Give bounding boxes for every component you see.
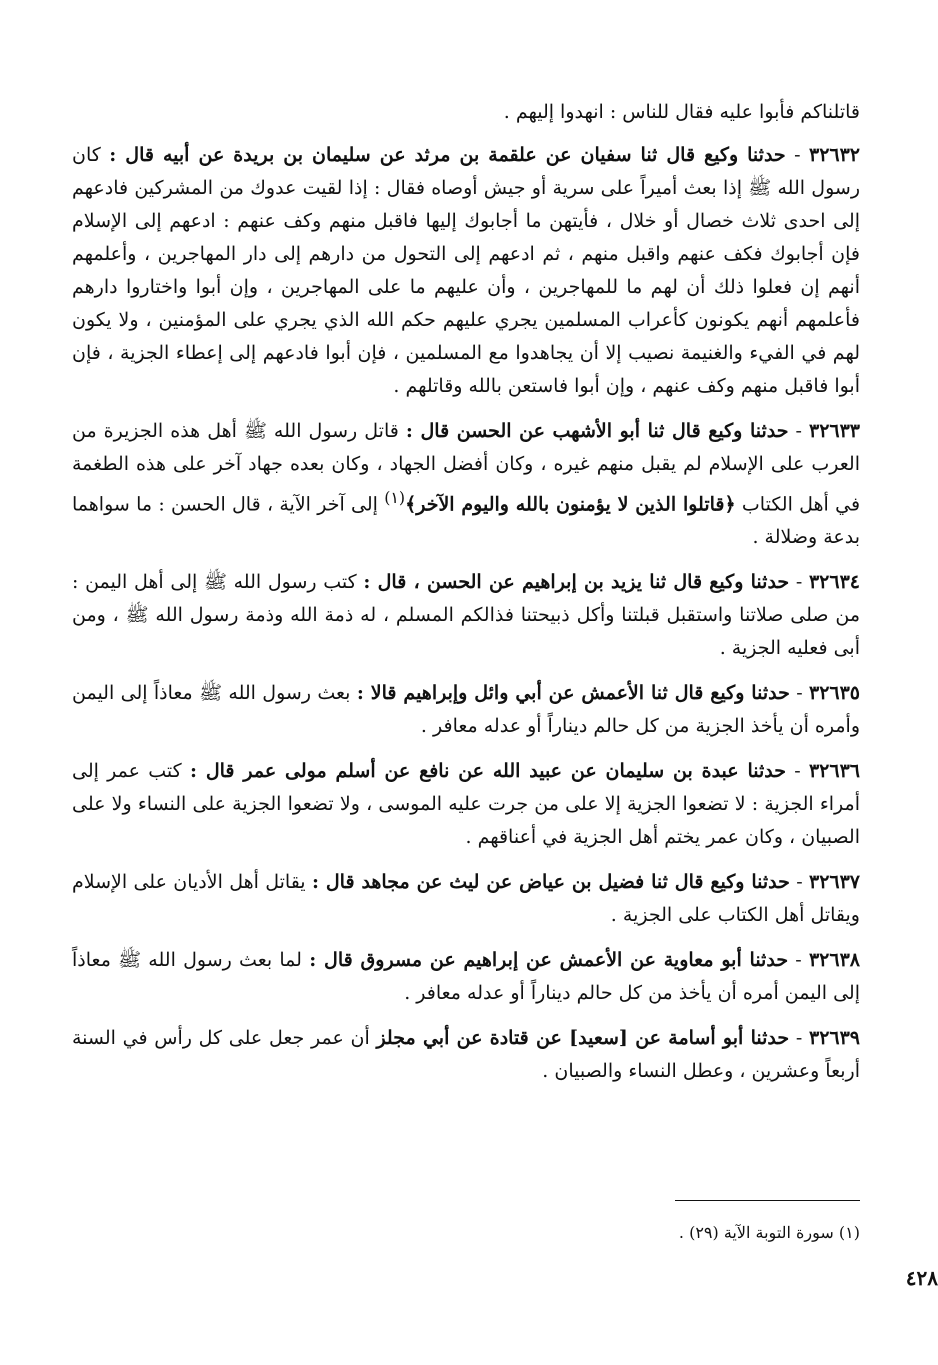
footnote: (١) سورة التوبة الآية (٢٩) . — [678, 1223, 860, 1242]
hadith-text: كان رسول الله ﷺ إذا بعث أميراً على سرية أو جيش أوصاه فقال : إذا لقيت عدوك من المشركين فادعهم إلى احدى ثلاث خصال أو خلال ، فأيتهن ما أجابوك إليها فاقبل منهم وكف عنهم : ادعهم إلى الإسلام فإن أجابوك فكف عنهم واقبل منهم ، ثم ادعهم إلى التحول من دارهم إلى دار المهاجرين ، وأعلمهم أنهم إن فعلوا ذلك أن لهم ما للمهاجرين ، وأن عليهم ما على المهاجرين ، وإن أبوا واختاروا دارهم فأعلمهم أنهم يكونون كأعراب المسلمين يجري عليهم حكم الله الذي يجري على المؤمنين ، ولا يكون لهم في الفيء والغنيمة نصيب إلا أن يجاهدوا مع المسلمين ، فإن أبوا فادعهم إلى إعطاء الجزية ، فإن أبوا فاقبل منهم وكف عنهم ، وإن أبوا فاستعن بالله وقاتلهم . — [72, 144, 860, 397]
footnote-divider — [675, 1200, 860, 1201]
hadith-text: قاتل رسول الله ﷺ أهل هذه الجزيرة من العرب على الإسلام لم يقبل منهم غيره ، وكان أفضل الجهاد ، وكان بعده جهاد آخر على هذه الطغمة في أهل الكتاب — [72, 420, 861, 516]
hadith-text: كتب عمر إلى أمراء الجزية : لا تضعوا الجزية إلا على من جرت عليه الموسى ، ولا تضعوا الجزية على النساء ولا على الصبيان ، وكان عمر يختم أهل الجزية في أعناقهم . — [72, 760, 860, 849]
hadith-text: بعث رسول الله ﷺ معاذاً إلى اليمن وأمره أن يأخذ الجزية من كل حالم ديناراً أو عدله معافر . — [72, 682, 860, 738]
hadith-chain: حدثنا وكيع قال ثنا فضيل بن عياض عن ليث عن مجاهد قال : — [311, 871, 790, 894]
hadith-entry: ٣٢٦٣٨ - حدثنا أبو معاوية عن الأعمش عن إبراهيم عن مسروق قال : لما بعث رسول الله ﷺ معاذاً إلى اليمن أمره أن يأخذ من كل حالم ديناراً أو عدله معافر . — [72, 949, 860, 1005]
hadith-entry: ٣٢٦٣٥ - حدثنا وكيع قال ثنا الأعمش عن أبي وائل وإبراهيم قالا : بعث رسول الله ﷺ معاذاً إلى اليمن وأمره أن يأخذ الجزية من كل حالم ديناراً أو عدله معافر . — [72, 682, 861, 738]
hadith-number: ٣٢٦٣٨ — [808, 949, 860, 972]
hadith-text: لما بعث رسول الله ﷺ معاذاً إلى اليمن أمره أن يأخذ من كل حالم ديناراً أو عدله معافر . — [72, 949, 860, 1005]
continued-text: قاتلناكم فأبوا عليه فقال للناس : انهدوا إليهم . — [503, 101, 860, 123]
hadith-entry: ٣٢٦٣٣ - حدثنا وكيع قال ثنا أبو الأشهب عن الحسن قال : قاتل رسول الله ﷺ أهل هذه الجزيرة من العرب على الإسلام لم يقبل منهم غيره ، وكان أفضل الجهاد ، وكان بعده جهاد آخر على هذه الطغمة في أهل الكتاب ﴿قاتلوا الذين لا يؤمنون بالله واليوم الآخر﴾$^{(١)}$ إلى آخر الآية ، قال الحسن : ما سواهما بدعة وضلالة . — [72, 420, 861, 549]
hadith-entry: ٣٢٦٣٢ - حدثنا وكيع قال ثنا سفيان عن علقمة بن مرثد عن سليمان بن بريدة عن أبيه قال : كان رسول الله ﷺ إذا بعث أميراً على سرية أو جيش أوصاه فقال : إذا لقيت عدوك من المشركين فادعهم إلى احدى ثلاث خصال أو خلال ، فأيتهن ما أجابوك إليها فاقبل منهم وكف عنهم : ادعهم إلى الإسلام فإن أجابوك فكف عنهم واقبل منهم ، ثم ادعهم إلى التحول من دارهم إلى دار المهاجرين ، وأعلمهم أنهم إن فعلوا ذلك أن لهم ما للمهاجرين ، وأن عليهم ما على المهاجرين ، وإن أبوا واختاروا دارهم فأعلمهم أنهم يكونون كأعراب المسلمين يجري عليهم حكم الله الذي يجري على المؤمنين ، ولا يكون لهم في الفيء والغنيمة نصيب إلا أن يجاهدوا مع المسلمين ، فإن أبوا فادعهم إلى إعطاء الجزية ، فإن أبوا فاقبل منهم وكف عنهم ، وإن أبوا فاستعن بالله وقاتلهم . — [72, 144, 861, 397]
hadith-number: ٣٢٦٣٥ — [808, 682, 861, 705]
hadith-chain: حدثنا أبو أسامة عن [سعيد] عن قتادة عن أبي مجلز — [376, 1027, 790, 1050]
hadith-text: يقاتل أهل الأديان على الإسلام ويقاتل أهل الكتاب على الجزية . — [72, 871, 860, 927]
hadith-number: ٣٢٦٣٦ — [808, 760, 860, 783]
footnote-marker: (١) — [384, 488, 406, 507]
hadith-text: كتب رسول الله ﷺ إلى أهل اليمن : من صلى صلاتنا واستقبل قبلتنا وأكل ذبيحتنا فذالكم المسلم ، له ذمة الله وذمة رسول الله ﷺ ، ومن أبى فعليه الجزية . — [72, 571, 860, 660]
hadith-chain: حدثنا وكيع قال ثنا أبو الأشهب عن الحسن قال : — [405, 420, 789, 442]
page-number: ٤٢٨ — [905, 1266, 938, 1290]
hadith-number: ٣٢٦٣٩ — [808, 1027, 861, 1050]
hadith-entry: ٣٢٦٣٤ - حدثنا وكيع قال ثنا يزيد بن إبراهيم عن الحسن ، قال : كتب رسول الله ﷺ إلى أهل اليمن : من صلى صلاتنا واستقبل قبلتنا وأكل ذبيحتنا فذالكم المسلم ، له ذمة الله وذمة رسول الله ﷺ ، ومن أبى فعليه الجزية . — [72, 571, 860, 660]
hadith-text: أن عمر جعل على كل رأس في السنة أربعاً وعشرين ، وعطل النساء والصبيان . — [72, 1027, 860, 1083]
hadith-number: ٣٢٦٣٧ — [808, 871, 861, 894]
hadith-number: ٣٢٦٣٣ — [808, 420, 861, 442]
hadith-text-continued: إلى آخر الآية ، قال الحسن : ما سواهما بدعة وضلالة . — [72, 493, 860, 549]
quran-quote: ﴿قاتلوا الذين لا يؤمنون بالله واليوم الآخر﴾ — [405, 493, 736, 516]
hadith-chain: حدثنا أبو معاوية عن الأعمش عن إبراهيم عن مسروق قال : — [309, 949, 789, 972]
hadith-entry: ٣٢٦٣٦ - حدثنا عبدة بن سليمان عن عبيد الله عن نافع عن أسلم مولى عمر قال : كتب عمر إلى أمراء الجزية : لا تضعوا الجزية إلا على من جرت عليه الموسى ، ولا تضعوا الجزية على النساء ولا على الصبيان ، وكان عمر يختم أهل الجزية في أعناقهم . — [72, 760, 860, 849]
hadith-chain: حدثنا وكيع قال ثنا يزيد بن إبراهيم عن الحسن ، قال : — [363, 571, 790, 594]
hadith-chain: حدثنا وكيع قال ثنا الأعمش عن أبي وائل وإبراهيم قالا : — [356, 682, 790, 705]
hadith-number: ٣٢٦٣٢ — [808, 144, 861, 166]
hadith-chain: حدثنا عبدة بن سليمان عن عبيد الله عن نافع عن أسلم مولى عمر قال : — [189, 760, 786, 783]
hadith-entry: ٣٢٦٣٧ - حدثنا وكيع قال ثنا فضيل بن عياض عن ليث عن مجاهد قال : يقاتل أهل الأديان على الإسلام ويقاتل أهل الكتاب على الجزية . — [72, 871, 861, 927]
hadith-number: ٣٢٦٣٤ — [808, 571, 860, 594]
hadith-entry: ٣٢٦٣٩ - حدثنا أبو أسامة عن [سعيد] عن قتادة عن أبي مجلز أن عمر جعل على كل رأس في السنة أربعاً وعشرين ، وعطل النساء والصبيان . — [72, 1027, 861, 1083]
hadith-chain: حدثنا وكيع قال ثنا سفيان عن علقمة بن مرثد عن سليمان بن بريدة عن أبيه قال : — [109, 144, 786, 166]
